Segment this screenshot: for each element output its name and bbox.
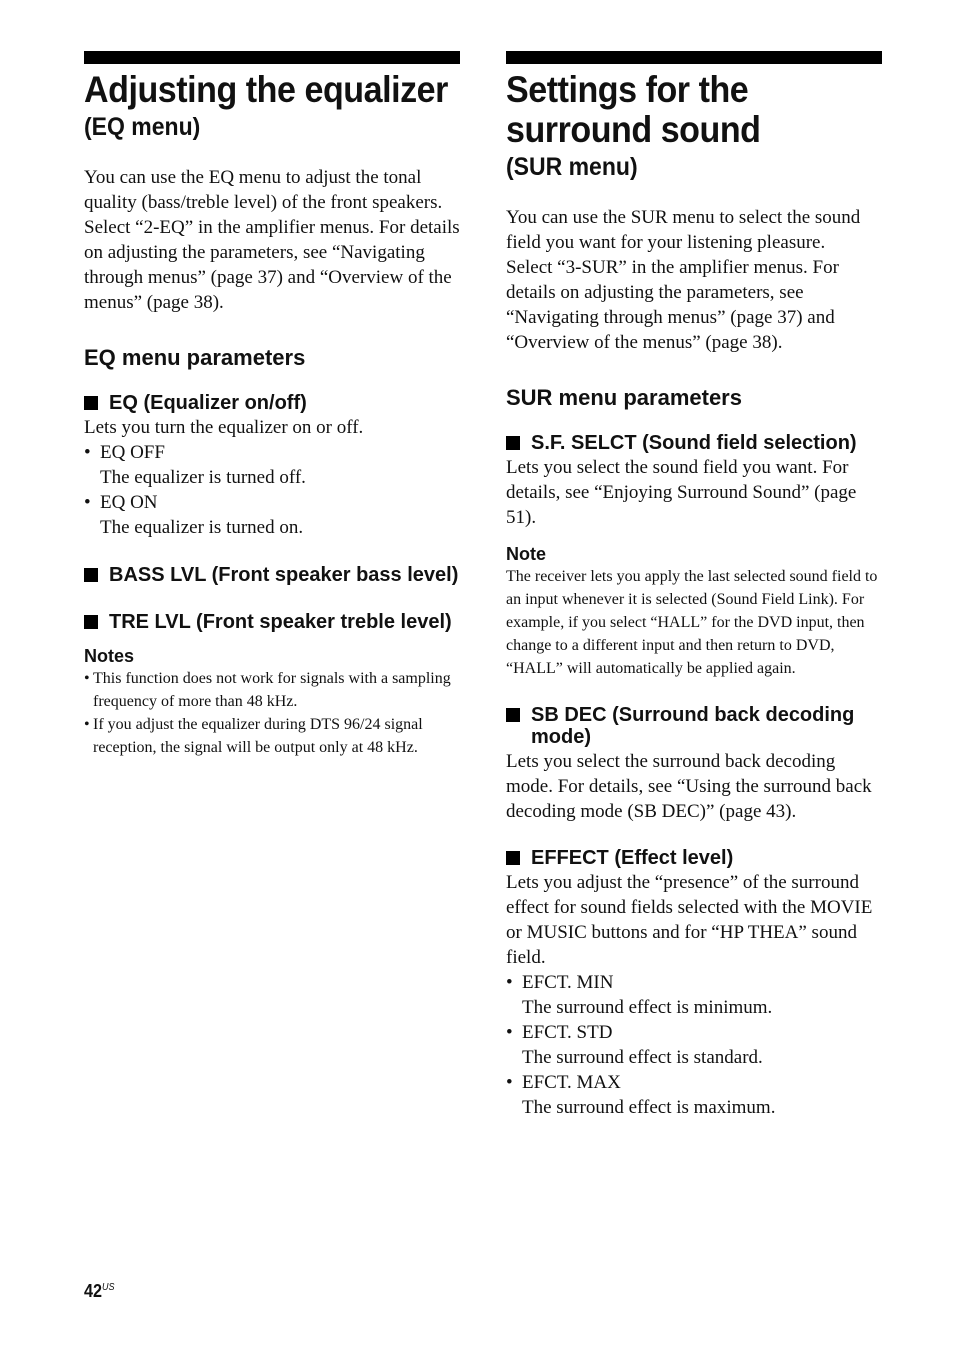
param-heading-text: SB DEC (Surround back decoding mode) (531, 704, 855, 748)
note-block (506, 543, 882, 680)
param-description: Lets you turn the equalizer on or off. (84, 417, 364, 438)
bullet-icon: • (84, 670, 90, 687)
note-item-text: This function does not work for signals with a sampling frequency of more than 48 kHz. (93, 670, 451, 710)
param-heading (84, 611, 460, 633)
option-item (84, 490, 460, 515)
option-description: The surround effect is standard. (522, 1047, 763, 1068)
notes-block (84, 645, 460, 759)
param-heading (506, 432, 882, 454)
intro-paragraph: Select “2-EQ” in the amplifier menus. For details on adjusting the parameters, see “Navigating through menus” (page 37) and “Overview of the menus” (page 38). (84, 217, 460, 313)
bullet-icon: • (506, 1072, 513, 1093)
intro-paragraph: You can use the SUR menu to select the sound field you want for your listening pleasure. (506, 207, 861, 253)
param-heading (84, 392, 460, 414)
option-item (506, 1020, 882, 1045)
option-label: EQ ON (100, 492, 158, 513)
option-item (506, 970, 882, 995)
page-title-equalizer: Adjusting the equalizer (84, 69, 448, 110)
section-rule (506, 51, 882, 64)
param-eq (84, 392, 460, 540)
subtitle-eq-menu: (EQ menu) (84, 113, 201, 141)
param-description: Lets you select the surround back decoding mode. For details, see “Using the surround back decoding mode (SB DEC)” (page 43). (506, 751, 872, 822)
param-description: Lets you select the sound field you want. For details, see “Enjoying Surround Sound” (page 51). (506, 457, 857, 528)
right-column (506, 51, 882, 1120)
option-description: The surround effect is minimum. (522, 997, 773, 1018)
square-bullet-icon (506, 436, 520, 450)
page-title-surround: Settings for the surround sound (506, 69, 761, 150)
param-heading-text: EFFECT (Effect level) (531, 847, 734, 869)
param-description: Lets you adjust the “presence” of the surround effect for sound fields selected with the MOVIE or MUSIC buttons and for “HP THEA” sound field. (506, 872, 873, 968)
param-heading (506, 704, 882, 748)
section-heading-sur-parameters: SUR menu parameters (506, 385, 742, 410)
square-bullet-icon (506, 708, 520, 722)
param-sb-dec (506, 704, 882, 824)
notes-heading: Notes (84, 646, 135, 666)
bullet-icon: • (84, 442, 91, 463)
note-item (84, 713, 460, 759)
subtitle-sur-menu: (SUR menu) (506, 153, 638, 181)
param-heading-text: EQ (Equalizer on/off) (109, 392, 307, 414)
bullet-icon: • (506, 1022, 513, 1043)
note-item-text: If you adjust the equalizer during DTS 96/24 signal reception, the signal will be output only at 48 kHz. (93, 716, 423, 756)
param-heading (84, 564, 460, 586)
param-bass-lvl (84, 564, 460, 586)
bullet-icon: • (84, 716, 90, 733)
page-number-value: 42 (84, 1281, 103, 1301)
note-heading: Note (506, 544, 546, 564)
param-heading-text: S.F. SELCT (Sound field selection) (531, 432, 857, 454)
square-bullet-icon (84, 396, 98, 410)
page-number (84, 1281, 115, 1302)
param-heading-text: BASS LVL (Front speaker bass level) (109, 564, 459, 586)
square-bullet-icon (84, 615, 98, 629)
option-label: EQ OFF (100, 442, 165, 463)
option-label: EFCT. MIN (522, 972, 614, 993)
intro-paragraph: Select “3-SUR” in the amplifier menus. For details on adjusting the parameters, see “Navigating through menus” (page 37) and “Overview of the menus” (page 38). (506, 257, 839, 353)
square-bullet-icon (506, 851, 520, 865)
param-tre-lvl (84, 611, 460, 633)
param-sf-selct (506, 432, 882, 530)
option-description: The equalizer is turned on. (100, 517, 304, 538)
param-heading (506, 847, 882, 869)
note-text: The receiver lets you apply the last selected sound field to an input whenever it is selected (Sound Field Link). For example, if you select “HALL” for the DVD input, then change to a different input and then return to DVD, “HALL” will automatically be applied again. (506, 568, 878, 677)
option-label: EFCT. STD (522, 1022, 613, 1043)
left-column (84, 51, 460, 759)
bullet-icon: • (84, 492, 91, 513)
option-description: The equalizer is turned off. (100, 467, 306, 488)
bullet-icon: • (506, 972, 513, 993)
intro-paragraph: You can use the EQ menu to adjust the tonal quality (bass/treble level) of the front speakers. (84, 167, 443, 213)
region-code: US (102, 1282, 115, 1293)
option-item (84, 440, 460, 465)
param-heading-text: TRE LVL (Front speaker treble level) (109, 611, 452, 633)
option-description: The surround effect is maximum. (522, 1097, 776, 1118)
intro-block (84, 165, 460, 315)
section-heading-eq-parameters: EQ menu parameters (84, 345, 306, 370)
square-bullet-icon (84, 568, 98, 582)
section-rule (84, 51, 460, 64)
note-item (84, 667, 460, 713)
option-item (506, 1070, 882, 1095)
option-label: EFCT. MAX (522, 1072, 621, 1093)
intro-block (506, 205, 882, 355)
param-effect (506, 847, 882, 1120)
